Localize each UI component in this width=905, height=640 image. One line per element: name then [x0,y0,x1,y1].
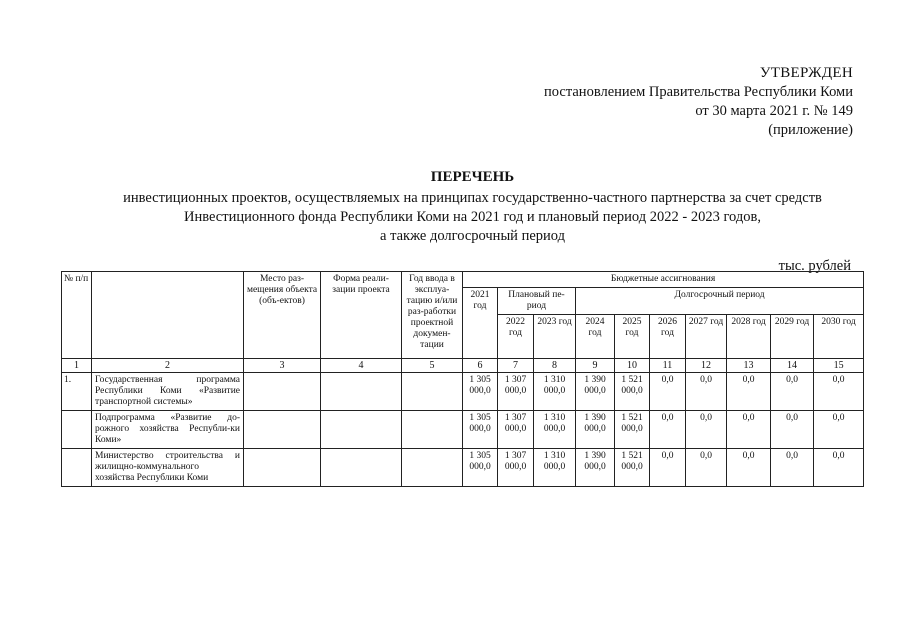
header-2028: 2028 год [727,315,771,359]
column-index: 6 [463,359,498,373]
value-2029: 0,0 [771,373,814,411]
header-long-term-period: Долгосрочный период [576,288,864,315]
column-index: 10 [615,359,650,373]
row-year [402,373,463,411]
column-index-row [62,359,864,373]
investment-projects-table [61,271,864,487]
header-form: Форма реали-зации проекта [321,272,402,359]
value-2030: 0,0 [814,411,864,449]
value-2027: 0,0 [686,373,727,411]
header-2021: 2021 год [463,288,498,359]
approval-line-2: от 30 марта 2021 г. № 149 [695,103,853,119]
header-2022: 2022 год [498,315,534,359]
column-index: 4 [321,359,402,373]
value-2022: 1 307 000,0 [498,411,534,449]
value-2024: 1 390 000,0 [576,449,615,487]
row-name: Подпрограмма «Развитие до-рожного хозяйства Республи-ки Коми» [92,411,244,449]
value-2027: 0,0 [686,449,727,487]
column-index: 12 [686,359,727,373]
header-2024: 2024 год [576,315,615,359]
title-line-1: инвестиционных проектов, осуществляемых на принципах государственно-частного партнерства за счет средств [123,190,822,206]
value-2030: 0,0 [814,373,864,411]
header-commissioning-year: Год ввода в эксплуа-тацию и/или раз-работки проектной докумен-тации [402,272,463,359]
table-row [62,373,864,411]
value-2021: 1 305 000,0 [463,411,498,449]
value-2021: 1 305 000,0 [463,449,498,487]
row-name: Государственная программа Республики Коми «Развитие транспортной системы» [92,373,244,411]
header-2026: 2026 год [650,315,686,359]
title-main: ПЕРЕЧЕНЬ [430,169,515,185]
row-name: Министерство строительства и жилищно-коммунального хозяйства Республики Коми [92,449,244,487]
column-index: 3 [244,359,321,373]
value-2023: 1 310 000,0 [534,373,576,411]
value-2026: 0,0 [650,449,686,487]
column-index: 13 [727,359,771,373]
header-name [92,272,244,359]
value-2024: 1 390 000,0 [576,411,615,449]
column-index: 5 [402,359,463,373]
row-location [244,449,321,487]
header-budget: Бюджетные ассигнования [463,272,864,288]
header-2023: 2023 год [534,315,576,359]
value-2025: 1 521 000,0 [615,373,650,411]
value-2026: 0,0 [650,373,686,411]
column-index: 14 [771,359,814,373]
value-2022: 1 307 000,0 [498,373,534,411]
units-label: тыс. рублей [778,258,851,274]
header-2029: 2029 год [771,315,814,359]
title-line-2: Инвестиционного фонда Республики Коми на 2021 год и плановый период 2022 - 2023 годов, [184,209,761,225]
value-2029: 0,0 [771,449,814,487]
row-year [402,411,463,449]
header-location: Место раз-мещения объекта (объ-ектов) [244,272,321,359]
row-form [321,449,402,487]
title-line-3: а также долгосрочный период [380,228,565,244]
value-2025: 1 521 000,0 [615,411,650,449]
value-2026: 0,0 [650,411,686,449]
column-index: 7 [498,359,534,373]
value-2028: 0,0 [727,449,771,487]
value-2024: 1 390 000,0 [576,373,615,411]
header-num: № п/п [62,272,92,359]
row-form [321,411,402,449]
approval-line-1: постановлением Правительства Республики Коми [544,84,853,100]
value-2029: 0,0 [771,411,814,449]
column-index: 9 [576,359,615,373]
approval-line-3: (приложение) [768,122,853,138]
column-index: 11 [650,359,686,373]
column-index: 1 [62,359,92,373]
header-2025: 2025 год [615,315,650,359]
value-2021: 1 305 000,0 [463,373,498,411]
value-2022: 1 307 000,0 [498,449,534,487]
approval-heading: УТВЕРЖДЕН [759,65,853,81]
value-2030: 0,0 [814,449,864,487]
row-year [402,449,463,487]
value-2028: 0,0 [727,373,771,411]
table-row [62,449,864,487]
header-row-1 [62,272,864,288]
value-2028: 0,0 [727,411,771,449]
value-2023: 1 310 000,0 [534,449,576,487]
table-row [62,411,864,449]
header-2027: 2027 год [686,315,727,359]
document-title [60,168,885,246]
row-num [62,449,92,487]
row-location [244,373,321,411]
column-index: 8 [534,359,576,373]
column-index: 15 [814,359,864,373]
value-2027: 0,0 [686,411,727,449]
row-num: 1. [62,373,92,411]
value-2025: 1 521 000,0 [615,449,650,487]
row-location [244,411,321,449]
header-planned-period: Плановый пе-риод [498,288,576,315]
row-form [321,373,402,411]
column-index: 2 [92,359,244,373]
approval-stamp [544,64,853,140]
row-num [62,411,92,449]
header-2030: 2030 год [814,315,864,359]
value-2023: 1 310 000,0 [534,411,576,449]
